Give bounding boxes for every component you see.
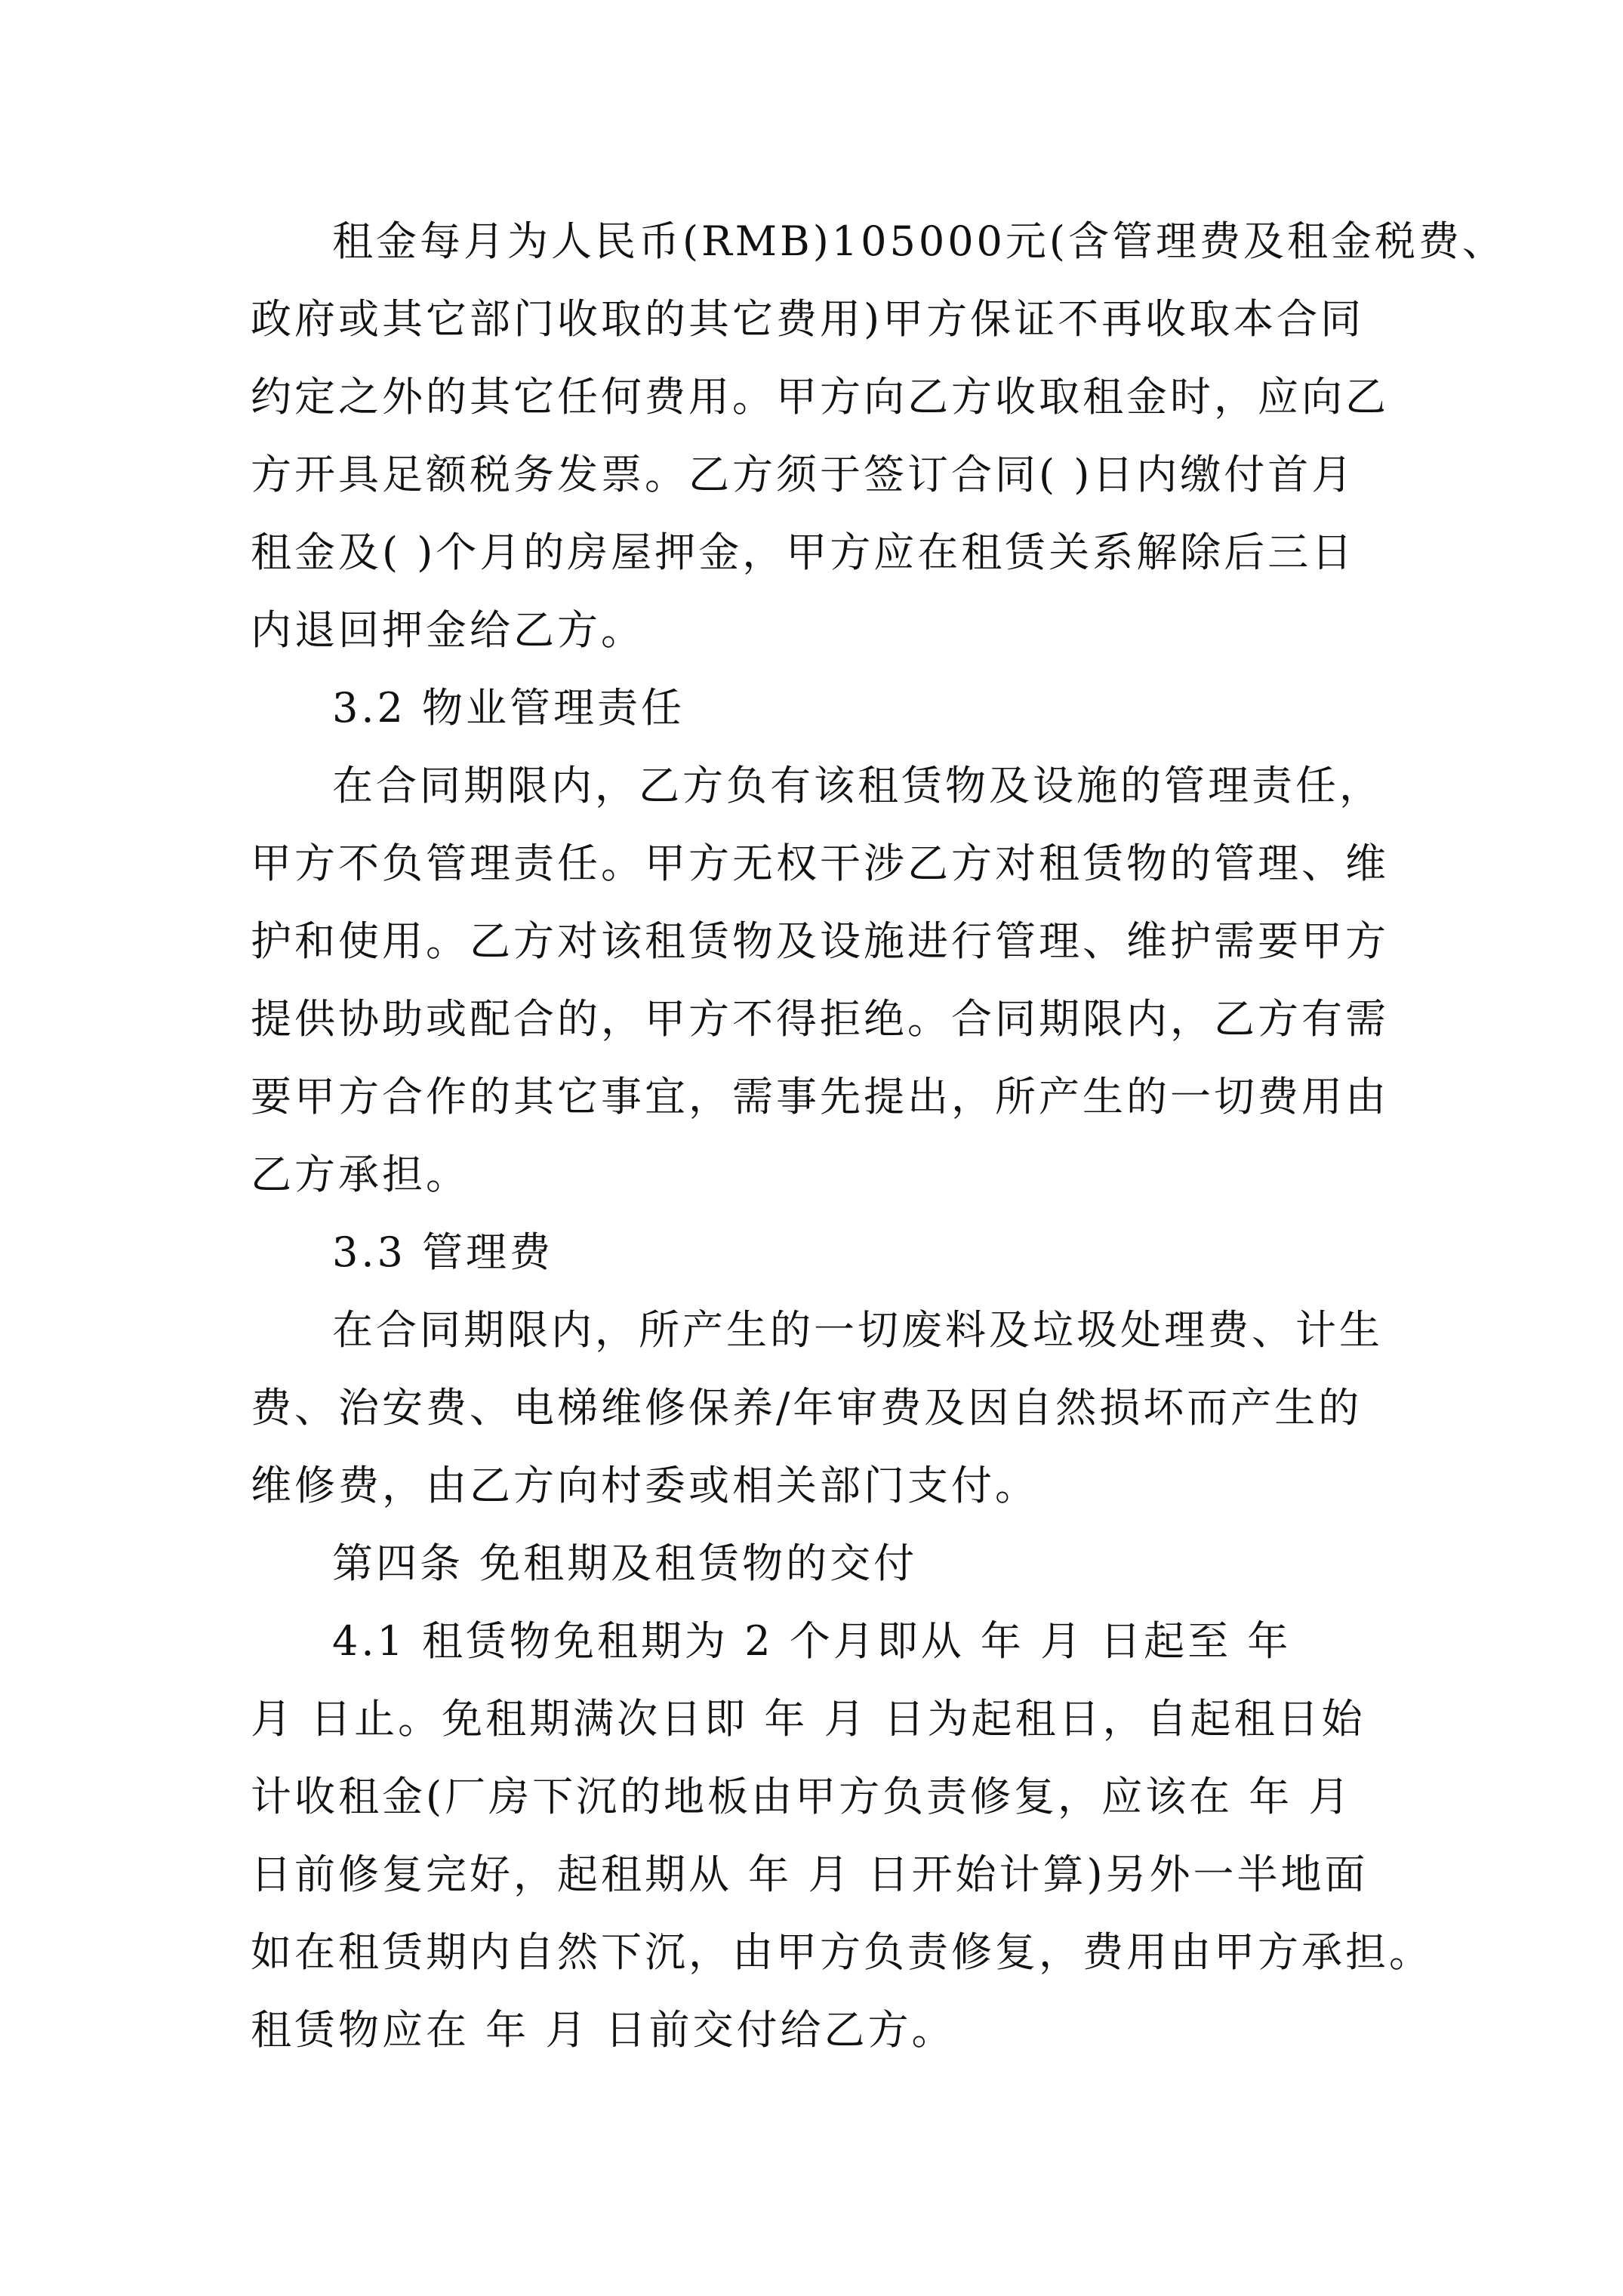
paragraph-line: 在合同期限内，所产生的一切废料及垃圾处理费、计生: [332, 1306, 1383, 1354]
paragraph-line: 租赁物应在 年 月 日前交付给乙方。: [251, 2006, 956, 2054]
paragraph-line: 月 日止。免租期满次日即 年 月 日为起租日，自起租日始: [251, 1695, 1366, 1743]
article-4-heading: 第四条 免租期及租赁物的交付: [332, 1539, 918, 1587]
paragraph-line: 乙方承担。: [251, 1151, 470, 1198]
paragraph-line: 租金及( )个月的房屋押金，甲方应在租赁关系解除后三日: [251, 529, 1356, 576]
paragraph-line: 4.1 租赁物免租期为 2 个月即从 年 月 日起至 年: [332, 1617, 1292, 1665]
paragraph-line: 政府或其它部门收取的其它费用)甲方保证不再收取本合同: [251, 295, 1365, 343]
paragraph-line: 如在租赁期内自然下沉，由甲方负责修复，费用由甲方承担。: [251, 1928, 1433, 1976]
paragraph-line: 护和使用。乙方对该租赁物及设施进行管理、维护需要甲方: [251, 917, 1389, 965]
section-heading-3-3: 3.3 管理费: [332, 1228, 554, 1276]
paragraph-line: 要甲方合作的其它事宜，需事先提出，所产生的一切费用由: [251, 1073, 1389, 1120]
paragraph-line: 甲方不负管理责任。甲方无权干涉乙方对租赁物的管理、维: [251, 840, 1389, 887]
paragraph-line: 提供协助或配合的，甲方不得拒绝。合同期限内，乙方有需: [251, 995, 1389, 1043]
paragraph-line: 租金每月为人民币(RMB)105000元(含管理费及租金税费、: [332, 217, 1506, 265]
paragraph-line: 在合同期限内，乙方负有该租赁物及设施的管理责任，: [332, 762, 1383, 809]
paragraph-line: 费、治安费、电梯维修保养/年审费及因自然损坏而产生的: [251, 1384, 1363, 1432]
paragraph-line: 方开具足额税务发票。乙方须于签订合同( )日内缴付首月: [251, 451, 1356, 498]
section-heading-3-2: 3.2 物业管理责任: [332, 684, 685, 732]
paragraph-line: 计收租金(厂房下沉的地板由甲方负责修复，应该在 年 月: [251, 1773, 1353, 1820]
paragraph-line: 维修费，由乙方向村委或相关部门支付。: [251, 1462, 1039, 1509]
paragraph-line: 约定之外的其它任何费用。甲方向乙方收取租金时，应向乙: [251, 373, 1389, 421]
paragraph-line: 内退回押金给乙方。: [251, 606, 645, 654]
paragraph-line: 日前修复完好，起租期从 年 月 日开始计算)另外一半地面: [251, 1851, 1369, 1898]
